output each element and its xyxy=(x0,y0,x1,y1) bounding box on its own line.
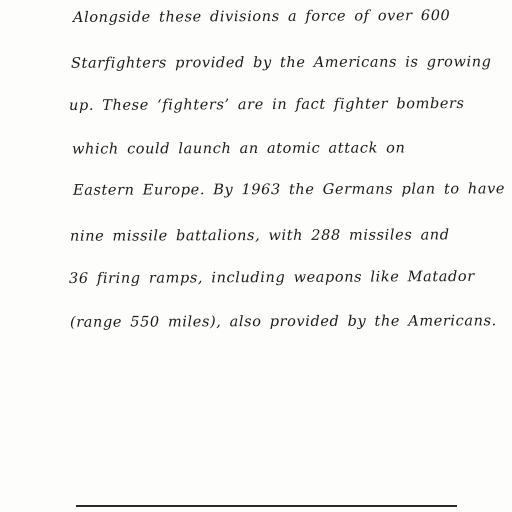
text-line-4: which could launch an atomic attack on xyxy=(71,140,406,158)
text-line-7: 36 firing ramps, including weapons like Matador xyxy=(68,268,475,288)
text-line-5: Eastern Europe. By 1963 the Germans plan to have xyxy=(72,181,506,199)
text-line-3: up. These ‘fighters’ are in fact fighter bombers xyxy=(68,95,465,115)
text-line-2: Starfighters provided by the Americans is growing xyxy=(70,54,492,72)
text-line-8: (range 550 miles), also provided by the Americans. xyxy=(69,313,497,331)
text-line-6: nine missile battalions, with 288 missiles and xyxy=(69,227,450,245)
text-line-1: Alongside these divisions a force of over 600 xyxy=(72,8,451,26)
bottom-divider xyxy=(76,505,457,507)
